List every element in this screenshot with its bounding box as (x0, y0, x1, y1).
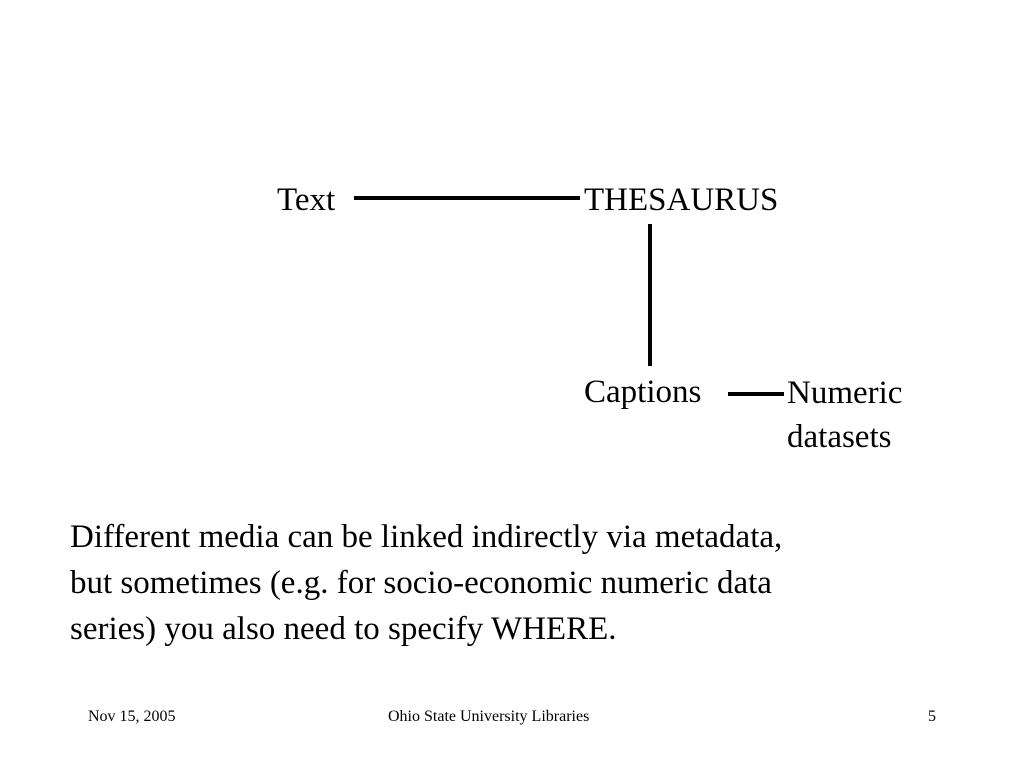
footer-date: Nov 15, 2005 (88, 708, 176, 725)
node-text: Text (277, 182, 336, 218)
node-thesaurus: THESAURUS (584, 182, 779, 218)
footer-organization: Ohio State University Libraries (388, 708, 590, 725)
body-line-3: series) you also need to specify WHERE. (70, 611, 617, 647)
node-numeric-datasets-line-2: datasets (787, 419, 892, 455)
body-line-1: Different media can be linked indirectly via metadata, (70, 519, 783, 555)
node-numeric-datasets-line-1: Numeric (787, 375, 903, 411)
body-line-2: but sometimes (e.g. for socio-economic numeric data (70, 565, 772, 601)
body-paragraph (70, 514, 970, 652)
footer-page-number: 5 (928, 708, 936, 725)
node-captions: Captions (584, 374, 702, 410)
